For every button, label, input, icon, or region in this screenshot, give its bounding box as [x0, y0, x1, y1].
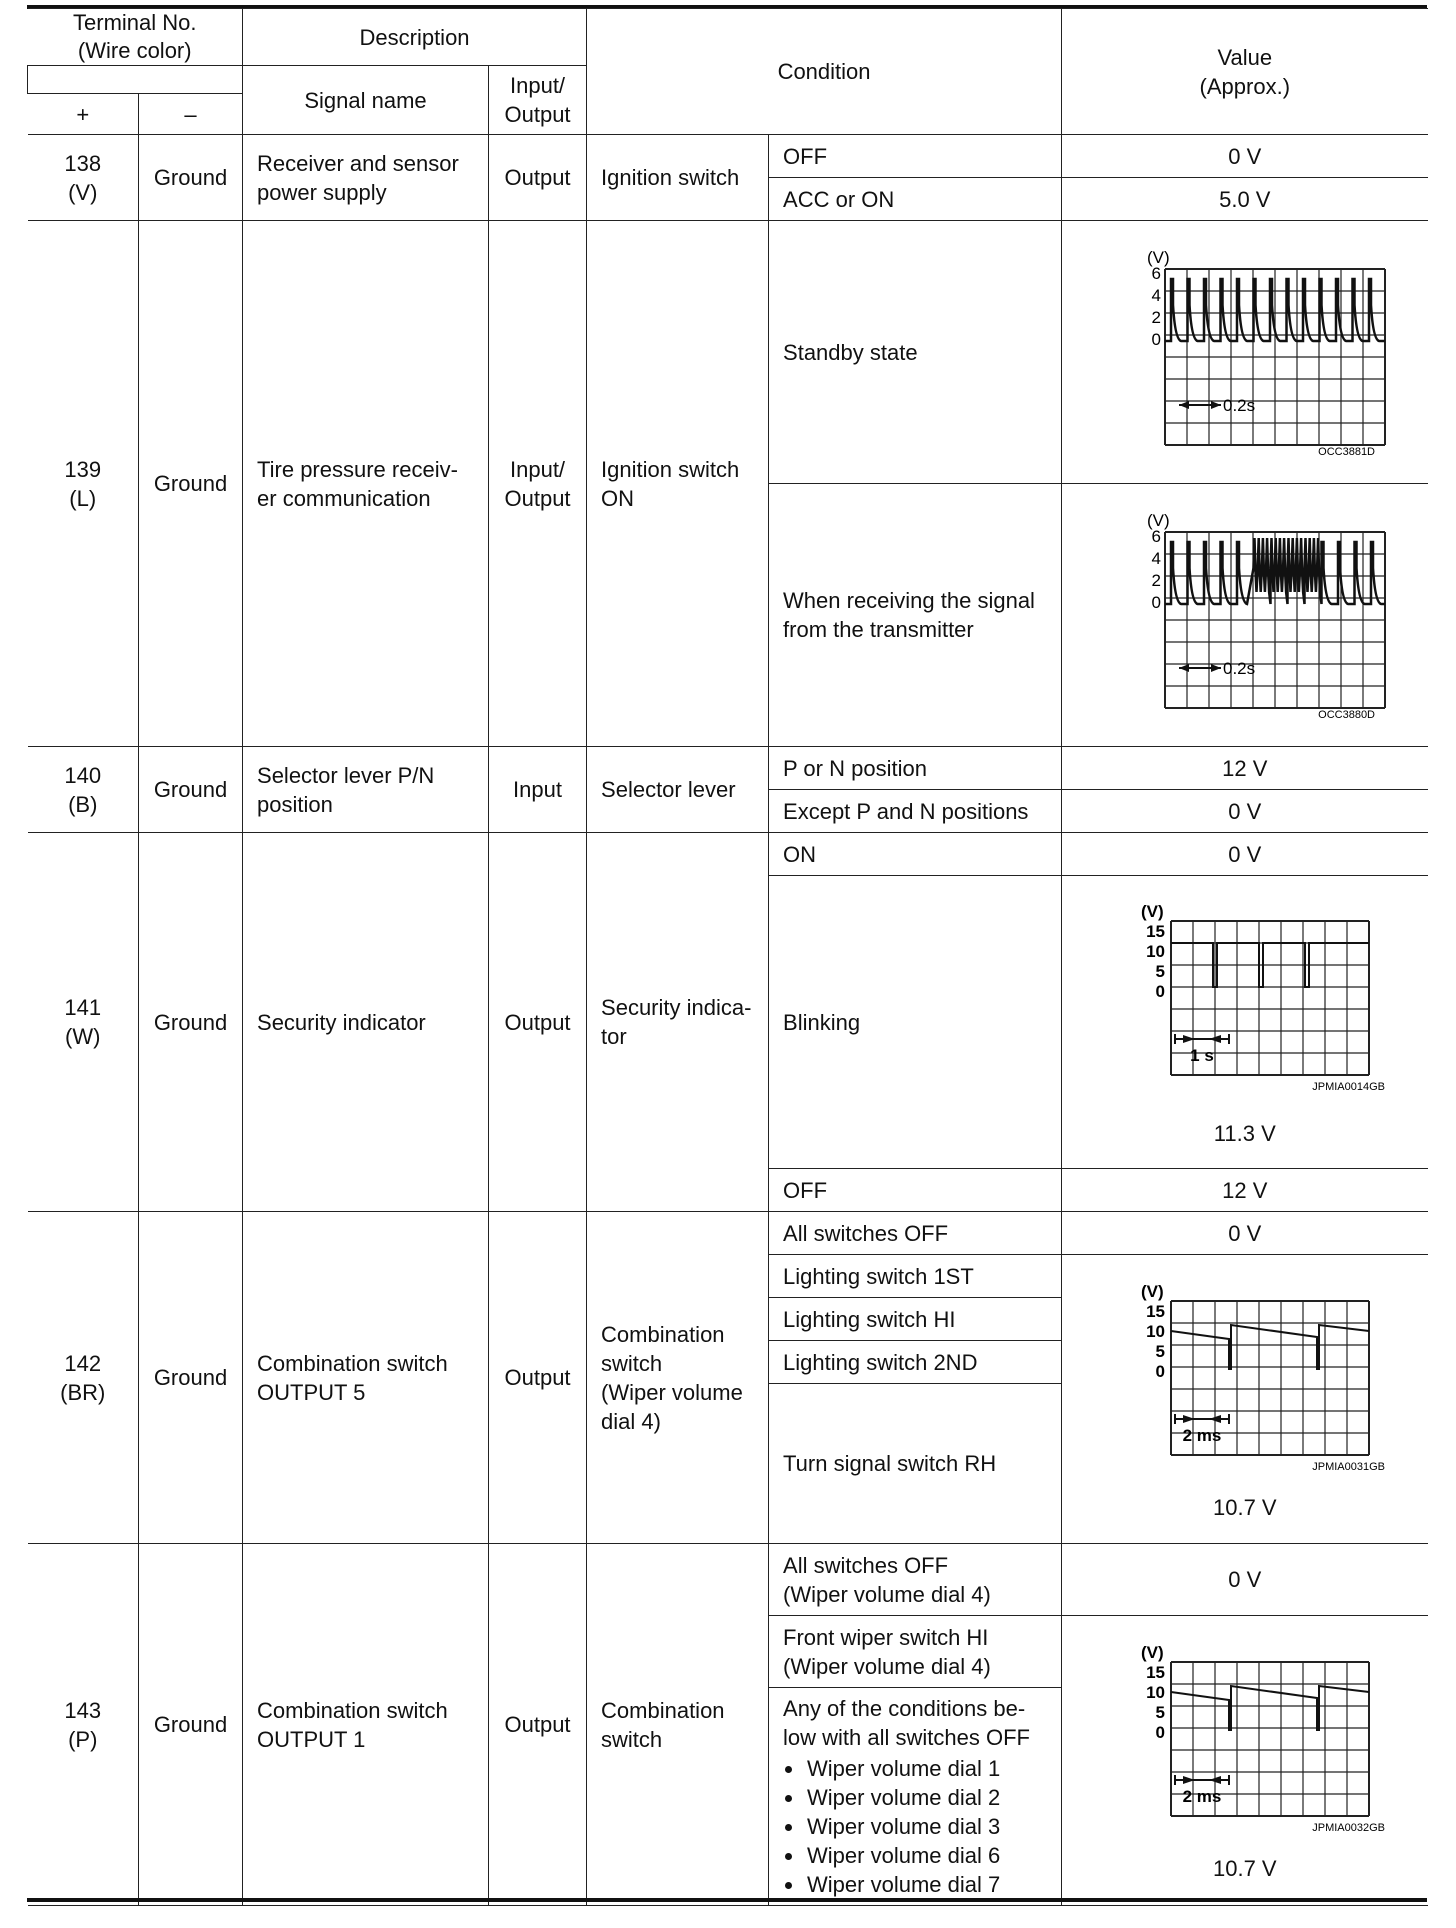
time-scale-marker	[1175, 1034, 1229, 1044]
terminal-139: 139 (L)	[28, 221, 139, 747]
figure-id: JPMIA0032GB	[1312, 1822, 1385, 1834]
value-138-off: 0 V	[1062, 135, 1428, 178]
tick-label: 10	[1145, 1321, 1165, 1341]
state-143-all-off: All switches OFF (Wiper volume dial 4)	[769, 1544, 1062, 1616]
ground-138: Ground	[139, 135, 243, 221]
ground-142: Ground	[139, 1212, 243, 1544]
state-141-blinking: Blinking	[769, 876, 1062, 1169]
value-141-blinking-text: 11.3 V	[1213, 1120, 1276, 1146]
time-scale-marker	[1179, 664, 1221, 672]
state-142-2nd: Lighting switch 2ND	[769, 1341, 1062, 1384]
value-139-receiving	[1062, 484, 1428, 747]
ground-143: Ground	[139, 1544, 243, 1906]
value-141-off: 12 V	[1062, 1169, 1428, 1212]
io-138: Output	[489, 135, 587, 221]
value-139-standby	[1062, 221, 1428, 484]
io-140: Input	[489, 747, 587, 833]
signal-138: Receiver and sensor power supply	[243, 135, 489, 221]
time-scale-label: 0.2s	[1222, 395, 1255, 415]
waveform-output1-chart	[1095, 1638, 1395, 1850]
wiper-dial-list	[783, 1754, 1047, 1899]
header-plus-cell: +	[28, 94, 139, 135]
header-description: Description	[243, 9, 587, 66]
tick-label: 5	[1155, 1341, 1165, 1361]
header-terminal-no: Terminal No.	[73, 10, 197, 35]
tick-label: 6	[1151, 526, 1161, 546]
waveform-receiving-chart	[1095, 508, 1395, 723]
state-139-standby: Standby state	[769, 221, 1062, 484]
condition-143: Combination switch	[587, 1544, 769, 1906]
tick-label: 0	[1155, 1361, 1165, 1381]
signal-142: Combination switch OUTPUT 5	[243, 1212, 489, 1544]
io-142: Output	[489, 1212, 587, 1544]
tick-label: 10	[1145, 941, 1165, 961]
terminal-140: 140 (B)	[28, 747, 139, 833]
value-138-acc: 5.0 V	[1062, 178, 1428, 221]
unit-label: (V)	[1140, 1643, 1164, 1662]
header-input-output: Input/ Output	[489, 66, 587, 135]
io-141: Output	[489, 833, 587, 1212]
state-140-pn: P or N position	[769, 747, 1062, 790]
tick-label: 4	[1151, 285, 1161, 305]
condition-142: Combination switch (Wiper volume dial 4)	[587, 1212, 769, 1544]
condition-141: Security indica- tor	[587, 833, 769, 1212]
state-140-except: Except P and N positions	[769, 790, 1062, 833]
header-minus-cell: –	[139, 94, 243, 135]
bottom-rule	[27, 1898, 1427, 1902]
unit-label: (V)	[1146, 510, 1170, 530]
tick-label: 2	[1151, 307, 1161, 327]
tick-label: 15	[1145, 1663, 1165, 1682]
state-142-hi: Lighting switch HI	[769, 1298, 1062, 1341]
tick-label: 4	[1151, 548, 1161, 568]
value-143-pulse	[1062, 1616, 1428, 1906]
state-143-any	[769, 1688, 1062, 1906]
signal-143: Combination switch OUTPUT 1	[243, 1544, 489, 1906]
condition-139: Ignition switch ON	[587, 221, 769, 747]
terminal-143: 143 (P)	[28, 1544, 139, 1906]
state-142-turn-rh: Turn signal switch RH	[769, 1384, 1062, 1544]
value-141-on: 0 V	[1062, 833, 1428, 876]
tick-label: 0	[1151, 592, 1161, 612]
ground-140: Ground	[139, 747, 243, 833]
terminal-142: 142 (BR)	[28, 1212, 139, 1544]
figure-id: JPMIA0014GB	[1312, 1080, 1385, 1093]
state-142-1st: Lighting switch 1ST	[769, 1255, 1062, 1298]
state-138-acc: ACC or ON	[769, 178, 1062, 221]
header-wire-color: (Wire color)	[77, 38, 192, 63]
time-scale-label: 0.2s	[1222, 658, 1255, 678]
waveform-standby-chart	[1095, 245, 1395, 460]
unit-label: (V)	[1140, 1281, 1164, 1301]
terminal-141: 141 (W)	[28, 833, 139, 1212]
waveform-blinking-chart	[1095, 897, 1395, 1115]
list-item: • Wiper volume dial 7	[805, 1870, 1047, 1899]
terminal-138: 138 (V)	[28, 135, 139, 221]
figure-id: JPMIA0031GB	[1312, 1460, 1385, 1473]
terminal-table	[27, 8, 1428, 1906]
state-141-off: OFF	[769, 1169, 1062, 1212]
value-142-pulse	[1062, 1255, 1428, 1544]
tick-label: 2	[1151, 570, 1161, 590]
value-143-all-off: 0 V	[1062, 1544, 1428, 1616]
state-142-all-off: All switches OFF	[769, 1212, 1062, 1255]
value-140-pn: 12 V	[1062, 747, 1428, 790]
list-item: • Wiper volume dial 2	[805, 1783, 1047, 1812]
condition-138: Ignition switch	[587, 135, 769, 221]
time-scale-marker	[1175, 1775, 1229, 1785]
unit-label: (V)	[1140, 901, 1164, 921]
signal-139: Tire pressure receiv- er communication	[243, 221, 489, 747]
io-139: Input/ Output	[489, 221, 587, 747]
tick-label: 0	[1155, 981, 1165, 1001]
waveform-trace	[1171, 1325, 1369, 1369]
time-scale-marker	[1179, 401, 1221, 409]
tick-label: 5	[1155, 961, 1165, 981]
list-item: • Wiper volume dial 6	[805, 1841, 1047, 1870]
list-item: • Wiper volume dial 1	[805, 1754, 1047, 1783]
tick-label: 5	[1155, 1703, 1165, 1722]
header-value: Value (Approx.)	[1062, 9, 1428, 135]
state-139-receiving: When receiving the signal from the transmitter	[769, 484, 1062, 747]
state-143-any-text: Any of the conditions be- low with all switches OFF	[783, 1696, 1030, 1750]
state-141-on: ON	[769, 833, 1062, 876]
tick-label: 10	[1145, 1683, 1165, 1702]
time-scale-marker	[1175, 1414, 1229, 1424]
time-scale-label: 2 ms	[1182, 1787, 1222, 1806]
value-142-all-off: 0 V	[1062, 1212, 1428, 1255]
tick-label: 0	[1151, 329, 1161, 349]
unit-label: (V)	[1146, 247, 1170, 267]
time-scale-label: 1 s	[1189, 1045, 1214, 1065]
state-138-off: OFF	[769, 135, 1062, 178]
header-spacer	[28, 66, 243, 94]
signal-141: Security indicator	[243, 833, 489, 1212]
waveform-output5-chart	[1095, 1277, 1395, 1489]
header-terminal	[28, 9, 243, 66]
tick-label: 0	[1155, 1723, 1165, 1742]
ground-141: Ground	[139, 833, 243, 1212]
list-item: • Wiper volume dial 3	[805, 1812, 1047, 1841]
tick-label: 15	[1145, 1301, 1165, 1321]
value-141-blinking	[1062, 876, 1428, 1169]
value-143-pulse-text: 10.7 V	[1212, 1856, 1277, 1881]
header-signal-name: Signal name	[243, 66, 489, 135]
tick-label: 15	[1145, 921, 1165, 941]
state-143-front-hi: Front wiper switch HI (Wiper volume dial 4)	[769, 1616, 1062, 1688]
waveform-trace	[1171, 1686, 1369, 1730]
figure-id: OCC3881D	[1317, 445, 1375, 458]
signal-140: Selector lever P/N position	[243, 747, 489, 833]
ground-139: Ground	[139, 221, 243, 747]
io-143: Output	[489, 1544, 587, 1906]
header-condition: Condition	[587, 9, 1062, 135]
value-140-except: 0 V	[1062, 790, 1428, 833]
time-scale-label: 2 ms	[1182, 1425, 1222, 1445]
value-142-pulse-text: 10.7 V	[1212, 1494, 1277, 1520]
condition-140: Selector lever	[587, 747, 769, 833]
tick-label: 6	[1151, 263, 1161, 283]
figure-id: OCC3880D	[1317, 708, 1375, 721]
